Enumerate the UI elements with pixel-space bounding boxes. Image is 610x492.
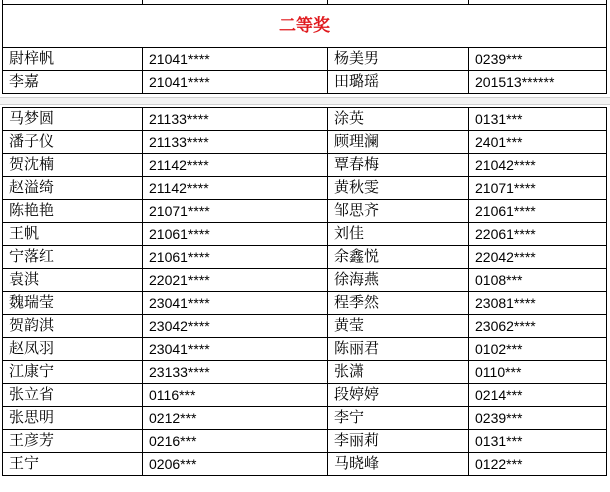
cell-id-left: 21133**** bbox=[143, 131, 328, 154]
table-row bbox=[3, 223, 607, 246]
table-row bbox=[3, 108, 607, 131]
cell-id-left: 0212*** bbox=[143, 407, 328, 430]
cell-id-right: 21061**** bbox=[469, 200, 607, 223]
table-row bbox=[3, 154, 607, 177]
cell-name-left: 魏瑞莹 bbox=[3, 292, 143, 315]
cell-name-left: 马梦圆 bbox=[3, 108, 143, 131]
table-row bbox=[3, 292, 607, 315]
cell-id-right: 2401*** bbox=[469, 131, 607, 154]
cell-id-right: 0239*** bbox=[469, 407, 607, 430]
cell-id-right: 22042**** bbox=[469, 246, 607, 269]
table-row bbox=[3, 48, 607, 71]
table-gap bbox=[0, 97, 610, 105]
table-row bbox=[3, 71, 607, 94]
table-row bbox=[3, 246, 607, 269]
cell-name-right: 邹思齐 bbox=[328, 200, 469, 223]
table-row bbox=[3, 407, 607, 430]
cell-name-right: 李宁 bbox=[328, 407, 469, 430]
cell-name-right: 张潇 bbox=[328, 361, 469, 384]
cell-name-right: 刘佳 bbox=[328, 223, 469, 246]
table-row bbox=[3, 384, 607, 407]
cell-name-left: 张思明 bbox=[3, 407, 143, 430]
cell-name-left: 陈艳艳 bbox=[3, 200, 143, 223]
cell-name-right: 徐海燕 bbox=[328, 269, 469, 292]
award-list-table bbox=[2, 107, 607, 476]
table-row bbox=[3, 131, 607, 154]
cell-id-left: 0216*** bbox=[143, 430, 328, 453]
cell-id-left: 21142**** bbox=[143, 177, 328, 200]
cell-name-left: 李嘉 bbox=[3, 71, 143, 94]
award-header-table bbox=[2, 0, 607, 94]
table-row bbox=[3, 177, 607, 200]
cell-id-left: 0206*** bbox=[143, 453, 328, 476]
cell-id-left: 21071**** bbox=[143, 200, 328, 223]
cell-id-left: 23133**** bbox=[143, 361, 328, 384]
cell-name-left: 张立省 bbox=[3, 384, 143, 407]
cell-name-left: 江康宁 bbox=[3, 361, 143, 384]
cell-id-left: 22021**** bbox=[143, 269, 328, 292]
cell-id-right: 21042**** bbox=[469, 154, 607, 177]
cell-name-left: 宁落红 bbox=[3, 246, 143, 269]
cell-id-right: 23062**** bbox=[469, 315, 607, 338]
cell-id-right: 0102*** bbox=[469, 338, 607, 361]
section-title-row bbox=[3, 5, 607, 48]
table-row bbox=[3, 315, 607, 338]
section-title: 二等奖 bbox=[3, 5, 607, 48]
cell-id-left: 21061**** bbox=[143, 246, 328, 269]
table-row bbox=[3, 338, 607, 361]
cell-name-right: 涂英 bbox=[328, 108, 469, 131]
table-row bbox=[3, 200, 607, 223]
cell-name-right: 李丽莉 bbox=[328, 430, 469, 453]
cell-id-right: 0239*** bbox=[469, 48, 607, 71]
cell-id-left: 21142**** bbox=[143, 154, 328, 177]
cell-id-right: 0110*** bbox=[469, 361, 607, 384]
cell-id-right: 201513****** bbox=[469, 71, 607, 94]
cell-name-left: 贺韵淇 bbox=[3, 315, 143, 338]
cell-id-right: 0108*** bbox=[469, 269, 607, 292]
cell-name-left: 贺沈楠 bbox=[3, 154, 143, 177]
cell-id-left: 23041**** bbox=[143, 292, 328, 315]
cell-id-left: 23042**** bbox=[143, 315, 328, 338]
cell-name-left: 尉梓帆 bbox=[3, 48, 143, 71]
cell-id-right: 0122*** bbox=[469, 453, 607, 476]
cell-name-left: 袁淇 bbox=[3, 269, 143, 292]
cell-name-right: 顾理澜 bbox=[328, 131, 469, 154]
cell-id-right: 0131*** bbox=[469, 430, 607, 453]
table-row bbox=[3, 361, 607, 384]
cell-name-right: 杨美男 bbox=[328, 48, 469, 71]
cell-name-left: 王帆 bbox=[3, 223, 143, 246]
cell-id-right: 21071**** bbox=[469, 177, 607, 200]
cell-id-left: 21041**** bbox=[143, 71, 328, 94]
cell-name-left: 赵溢绮 bbox=[3, 177, 143, 200]
cell-name-right: 段婷婷 bbox=[328, 384, 469, 407]
cell-name-right: 覃春梅 bbox=[328, 154, 469, 177]
table-row bbox=[3, 430, 607, 453]
cell-id-left: 0116*** bbox=[143, 384, 328, 407]
cell-id-left: 21041**** bbox=[143, 48, 328, 71]
cell-id-right: 23081**** bbox=[469, 292, 607, 315]
cell-id-left: 21061**** bbox=[143, 223, 328, 246]
cell-id-left: 21133**** bbox=[143, 108, 328, 131]
cell-name-right: 田璐瑶 bbox=[328, 71, 469, 94]
table-row bbox=[3, 269, 607, 292]
cell-id-right: 22061**** bbox=[469, 223, 607, 246]
table-row bbox=[3, 453, 607, 476]
cell-name-right: 陈丽君 bbox=[328, 338, 469, 361]
cell-name-left: 潘子仪 bbox=[3, 131, 143, 154]
cell-name-right: 黄秋雯 bbox=[328, 177, 469, 200]
cell-name-left: 赵凤羽 bbox=[3, 338, 143, 361]
cell-id-right: 0214*** bbox=[469, 384, 607, 407]
cell-name-left: 王彦芳 bbox=[3, 430, 143, 453]
cell-name-right: 程季然 bbox=[328, 292, 469, 315]
cell-name-right: 黄莹 bbox=[328, 315, 469, 338]
cell-id-right: 0131*** bbox=[469, 108, 607, 131]
cell-name-left: 王宁 bbox=[3, 453, 143, 476]
cell-name-right: 余鑫悦 bbox=[328, 246, 469, 269]
cell-id-left: 23041**** bbox=[143, 338, 328, 361]
cell-name-right: 马晓峰 bbox=[328, 453, 469, 476]
